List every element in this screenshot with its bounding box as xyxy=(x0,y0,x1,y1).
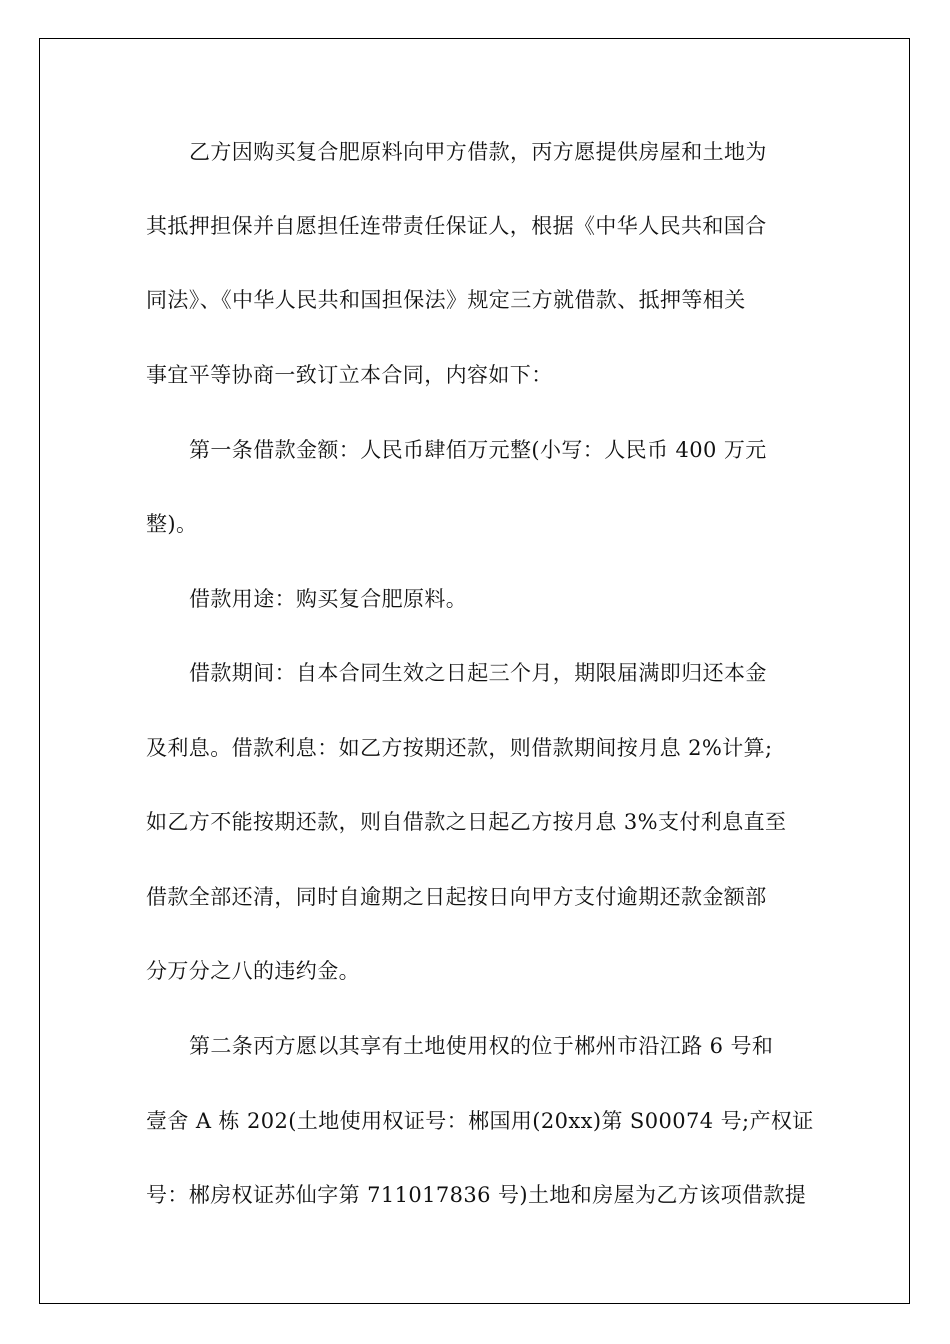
paragraph-line: 借款期间：自本合同生效之日起三个月，期限届满即归还本金 xyxy=(189,661,767,685)
paragraph-line: 整)。 xyxy=(146,512,198,536)
paragraph-line: 第一条借款金额：人民币肆佰万元整(小写：人民币 400 万元 xyxy=(189,438,767,462)
paragraph-line: 号：郴房权证苏仙字第 711017836 号)土地和房屋为乙方该项借款提 xyxy=(146,1183,807,1207)
paragraph-line: 借款用途：购买复合肥原料。 xyxy=(189,587,468,611)
paragraph-line: 壹舍 A 栋 202(土地使用权证号：郴国用(20xx)第 S00074 号;产权证 xyxy=(146,1109,814,1133)
paragraph-line: 同法》、《中华人民共和国担保法》规定三方就借款、抵押等相关 xyxy=(146,288,746,312)
paragraph-line: 借款全部还清，同时自逾期之日起按日向甲方支付逾期还款金额部 xyxy=(146,885,767,909)
paragraph-line: 及利息。借款利息：如乙方按期还款，则借款期间按月息 2%计算; xyxy=(146,736,773,760)
paragraph-line: 第二条丙方愿以其享有土地使用权的位于郴州市沿江路 6 号和 xyxy=(189,1034,774,1058)
paragraph-line: 乙方因购买复合肥原料向甲方借款，丙方愿提供房屋和土地为 xyxy=(189,140,767,164)
paragraph-line: 分万分之八的违约金。 xyxy=(146,959,360,983)
paragraph-line: 事宜平等协商一致订立本合同，内容如下： xyxy=(146,363,553,387)
paragraph-line: 其抵押担保并自愿担任连带责任保证人，根据《中华人民共和国合 xyxy=(146,214,767,238)
paragraph-line: 如乙方不能按期还款，则自借款之日起乙方按月息 3%支付利息直至 xyxy=(146,810,787,834)
